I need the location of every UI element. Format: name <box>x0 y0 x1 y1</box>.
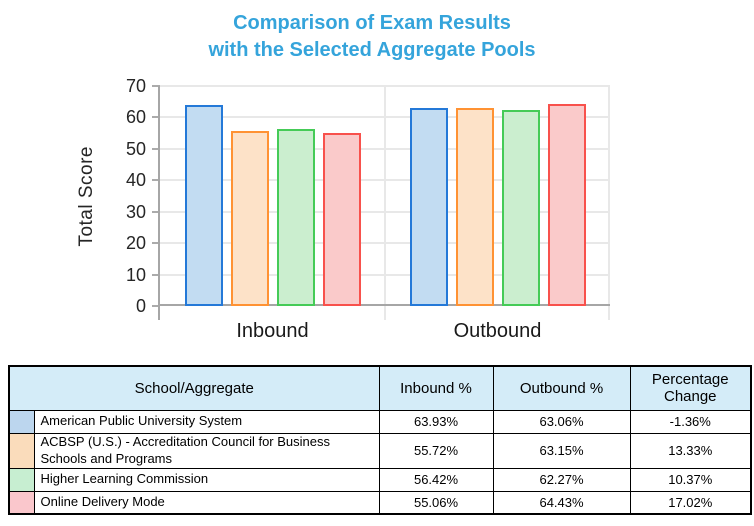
table-row <box>9 491 751 514</box>
bar-outbound <box>502 110 540 306</box>
change-value: 13.33% <box>630 433 751 468</box>
y-tick-label: 0 <box>135 296 146 316</box>
table-row <box>9 410 751 433</box>
bar-inbound <box>185 105 223 306</box>
x-axis-label-inbound: Inbound <box>236 320 309 342</box>
outbound-value: 64.43% <box>493 491 630 514</box>
school-name: ACBSP (U.S.) - Accreditation Council for Business Schools and Programs <box>34 433 379 468</box>
inbound-value: 56.42% <box>379 468 493 491</box>
change-value: 10.37% <box>630 468 751 491</box>
bar-outbound <box>456 108 494 306</box>
inbound-value: 55.72% <box>379 433 493 468</box>
y-tick-label: 50 <box>125 138 146 159</box>
header-outbound: Outbound % <box>493 366 630 410</box>
series-swatch-green <box>9 468 34 491</box>
bar-group-inbound <box>160 86 385 306</box>
chart-title-line2: with the Selected Aggregate Pools <box>208 39 536 61</box>
y-tick-label: 20 <box>125 233 146 254</box>
chart-title-line1: Comparison of Exam Results <box>233 12 511 34</box>
y-tick-label: 30 <box>125 201 146 222</box>
plot-area <box>160 86 610 306</box>
x-axis-labels <box>160 320 610 343</box>
header-inbound: Inbound % <box>379 366 493 410</box>
bar-inbound <box>231 131 269 306</box>
bar-group-outbound <box>385 86 610 306</box>
outbound-value: 63.06% <box>493 410 630 433</box>
change-value: 17.02% <box>630 491 751 514</box>
school-name: Online Delivery Mode <box>34 491 379 514</box>
bar-inbound <box>323 133 361 306</box>
header-percentage-change: Percentage Change <box>630 366 751 410</box>
chart-body <box>70 76 674 316</box>
y-tick-label: 10 <box>125 264 146 285</box>
bar-outbound <box>548 104 586 306</box>
bar-inbound <box>277 129 315 306</box>
bar-outbound <box>410 108 448 306</box>
table-row <box>9 468 751 491</box>
series-swatch-blue <box>9 410 34 433</box>
y-axis-ticks <box>104 76 160 316</box>
inbound-value: 55.06% <box>379 491 493 514</box>
series-swatch-pink <box>9 491 34 514</box>
y-tick-label: 70 <box>125 76 146 96</box>
series-swatch-orange <box>9 433 34 468</box>
table-header-row <box>9 366 751 410</box>
y-axis-title: Total Score <box>76 145 97 247</box>
inbound-value: 63.93% <box>379 410 493 433</box>
chart-title <box>70 10 674 64</box>
change-value: -1.36% <box>630 410 751 433</box>
outbound-value: 62.27% <box>493 468 630 491</box>
exam-results-chart <box>70 10 674 343</box>
table-row <box>9 433 751 468</box>
school-name: American Public University System <box>34 410 379 433</box>
school-name: Higher Learning Commission <box>34 468 379 491</box>
x-axis-label-outbound: Outbound <box>453 320 542 342</box>
y-tick-label: 60 <box>125 107 146 128</box>
results-table <box>8 365 752 515</box>
y-tick-label: 40 <box>125 170 146 191</box>
outbound-value: 63.15% <box>493 433 630 468</box>
y-axis-title-column <box>70 86 104 306</box>
header-school-aggregate: School/Aggregate <box>9 366 379 410</box>
